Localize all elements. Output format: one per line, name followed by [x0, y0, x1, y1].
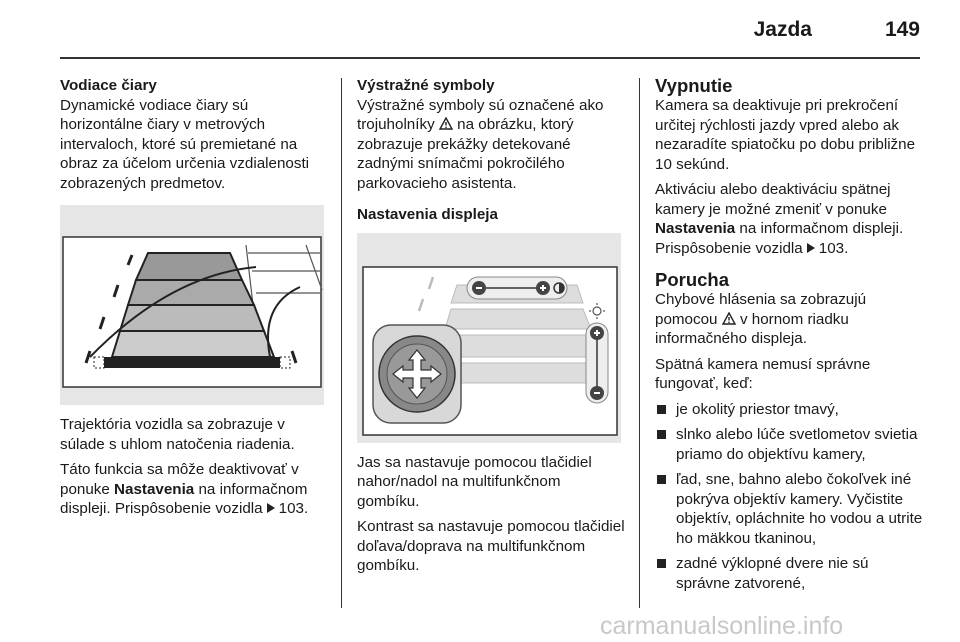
heading-warning-symbols: Výstražné symboly	[357, 77, 495, 94]
page-number: 149	[884, 18, 920, 41]
page-header	[60, 0, 920, 58]
warning-triangle-icon	[722, 312, 736, 325]
paragraph: Kamera sa deaktivuje pri prekročení určitej rýchlosti jazdy vpred alebo ak nezaradíte spiatočku po dobu približne 10 sekúnd.	[655, 97, 916, 173]
list-item: zadné výklopné dvere nie sú správne zatvorené,	[655, 554, 925, 593]
column-1	[60, 76, 328, 525]
page-reference: 103.	[818, 239, 849, 257]
heading-display-settings: Nastavenia displeja	[357, 206, 498, 223]
column-2	[357, 76, 625, 582]
page-reference-icon	[267, 503, 275, 513]
paragraph: Dynamické vodiace čiary sú horizontálne čiary v metrových intervaloch, ktoré sú premietané na obraz za účelom určenia vzdialenosti zobrazených predmetov.	[60, 96, 310, 192]
menu-name: Nastavenia	[114, 480, 195, 498]
warning-triangle-icon	[439, 117, 453, 130]
menu-name: Nastavenia	[655, 220, 736, 237]
paragraph: Táto funkcia sa môže deaktivovať v ponuke Nastavenia na informačnom displeji. Prispôsobenie vozidla 103.	[60, 461, 309, 517]
bullet-square-icon	[657, 405, 666, 414]
watermark: carmanualsonline.info	[600, 612, 844, 640]
header-rule	[60, 57, 920, 59]
heading-deactivation: Vypnutie	[655, 75, 733, 96]
heading-guide-lines: Vodiace čiary	[60, 77, 157, 94]
column-3	[655, 76, 925, 599]
display-settings-illustration	[357, 233, 621, 443]
heading-fault: Porucha	[655, 269, 730, 290]
list-item: slnko alebo lúče svetlometov svietia priamo do objektívu kamery,	[655, 425, 925, 464]
paragraph: Výstražné symboly sú označené ako trojuholníky na obrázku, ktorý zobrazuje prekážky detekované zadnými snímačmi pokročilého parkovacieho asistenta.	[357, 96, 604, 192]
paragraph: Chybové hlásenia sa zobrazujú pomocou v hornom riadku informačného displeja.	[655, 291, 867, 347]
chapter-title: Jazda	[753, 18, 812, 41]
bullet-square-icon	[657, 559, 666, 568]
column-divider	[639, 78, 640, 608]
condition-list	[655, 400, 925, 594]
list-item: je okolitý priestor tmavý,	[655, 400, 925, 420]
page-reference: 103.	[278, 500, 309, 517]
paragraph: Trajektória vozidla sa zobrazuje v súlade s uhlom natočenia riadenia.	[60, 416, 295, 453]
bullet-square-icon	[657, 475, 666, 484]
column-divider	[341, 78, 342, 608]
figure-guide-lines	[60, 205, 324, 405]
figure-display-settings	[357, 233, 621, 443]
paragraph: Aktiváciu alebo deaktiváciu spätnej kamery je možné zmeniť v ponuke Nastavenia na informačnom displeji. Prispôsobenie vozidla 103.	[655, 181, 904, 257]
bullet-square-icon	[657, 430, 666, 439]
list-item: ľad, sne, bahno alebo čokoľvek iné pokrýva objektív kamery. Vyčistite objektív, opláchnite ho vodou a utrite ho mäkkou tkaninou,	[655, 470, 925, 548]
guide-lines-illustration	[60, 205, 324, 405]
page-reference-icon	[807, 243, 815, 253]
paragraph: Jas sa nastavuje pomocou tlačidiel nahor/nadol na multifunkčnom gombíku.	[357, 453, 592, 510]
paragraph: Kontrast sa nastavuje pomocou tlačidiel doľava/doprava na multifunkčnom gombíku.	[357, 518, 625, 574]
paragraph: Spätná kamera nemusí správne fungovať, keď:	[655, 355, 871, 392]
